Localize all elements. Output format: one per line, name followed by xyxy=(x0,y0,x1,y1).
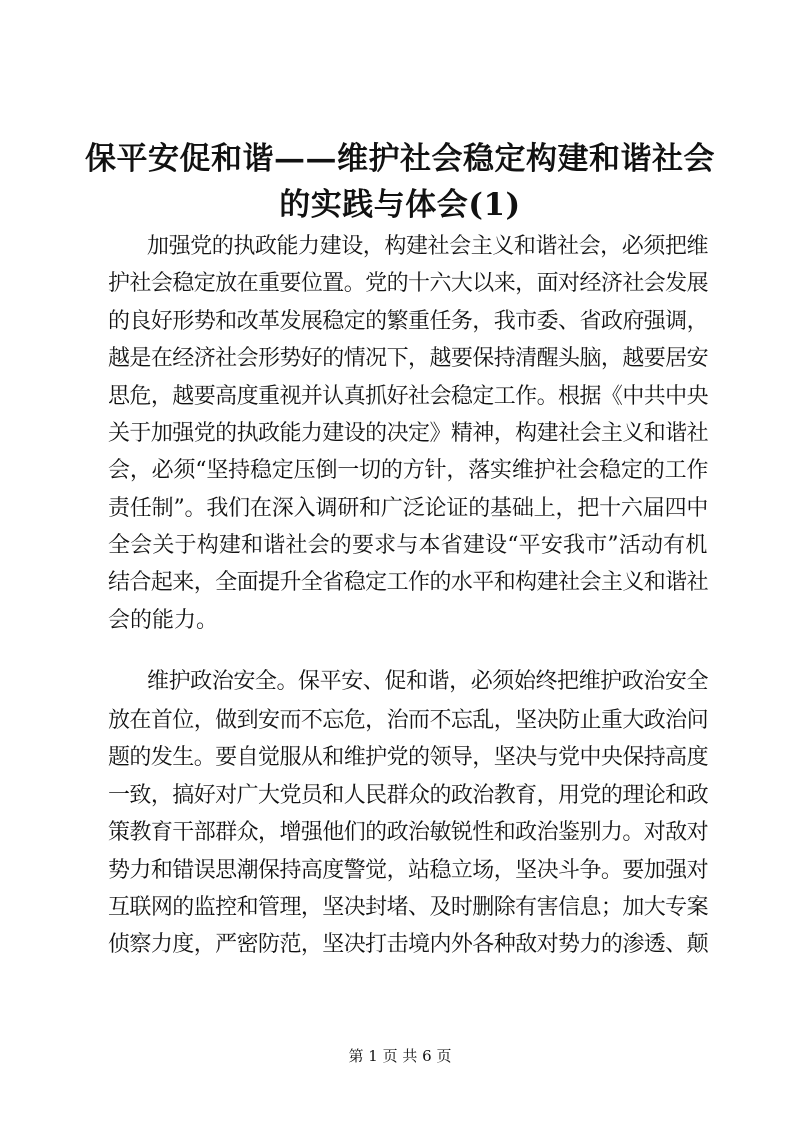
paragraph-1-line-4: 越是在经济社会形势好的情况下，越要保持清醒头脑，越要居安 xyxy=(108,346,709,371)
paragraph-1-line-6: 关于加强党的执政能力建设的决定》精神，构建社会主义和谐社 xyxy=(108,421,709,446)
page-footer: 第 1 页 共 6 页 xyxy=(348,1047,452,1065)
paragraph-2-line-4: 一致，搞好对广大党员和人民群众的政治教育，用党的理论和政 xyxy=(108,783,709,808)
paragraph-2-line-1: 维护政治安全。保平安、促和谐，必须始终把维护政治安全 xyxy=(147,669,709,694)
paragraph-1-line-10: 结合起来，全面提升全省稳定工作的水平和构建社会主义和谐社 xyxy=(108,570,709,595)
paragraph-1-line-9: 全会关于构建和谐社会的要求与本省建设“平安我市”活动有机 xyxy=(108,533,708,558)
paragraph-1-line-11: 会的能力。 xyxy=(108,608,219,633)
paragraph-1-line-7: 会，必须“坚持稳定压倒一切的方针，落实维护社会稳定的工作 xyxy=(108,458,709,483)
paragraph-1-line-3: 的良好形势和改革发展稳定的繁重任务，我市委、省政府强调， xyxy=(108,309,709,334)
paragraph-2-line-5: 策教育干部群众，增强他们的政治敏锐性和政治鉴别力。对敌对 xyxy=(108,820,709,845)
paragraph-2-line-7: 互联网的监控和管理，坚决封堵、及时删除有害信息；加大专案 xyxy=(108,895,709,920)
paragraph-2-line-2: 放在首位，做到安而不忘危，治而不忘乱，坚决防止重大政治问 xyxy=(108,708,709,733)
paragraph-1-line-5: 思危，越要高度重视并认真抓好社会稳定工作。根据《中共中央 xyxy=(108,384,709,409)
paragraph-2-line-6: 势力和错误思潮保持高度警觉，站稳立场，坚决斗争。要加强对 xyxy=(108,858,709,883)
paragraph-1-line-8: 责任制”。我们在深入调研和广泛论证的基础上，把十六届四中 xyxy=(108,496,709,521)
document-title-line-2: 的实践与体会(1) xyxy=(279,187,521,223)
document-title-line-1: 保平安促和谐——维护社会稳定构建和谐社会 xyxy=(85,141,715,177)
paragraph-1-line-1: 加强党的执政能力建设，构建社会主义和谐社会，必须把维 xyxy=(147,234,709,259)
document-title xyxy=(0,136,800,228)
paragraph-2-line-8: 侦察力度，严密防范，坚决打击境内外各种敌对势力的渗透、颠 xyxy=(108,932,709,957)
paragraph-2-line-3: 题的发生。要自觉服从和维护党的领导，坚决与党中央保持高度 xyxy=(108,745,709,770)
paragraph-1-line-2: 护社会稳定放在重要位置。党的十六大以来，面对经济社会发展 xyxy=(108,271,709,296)
